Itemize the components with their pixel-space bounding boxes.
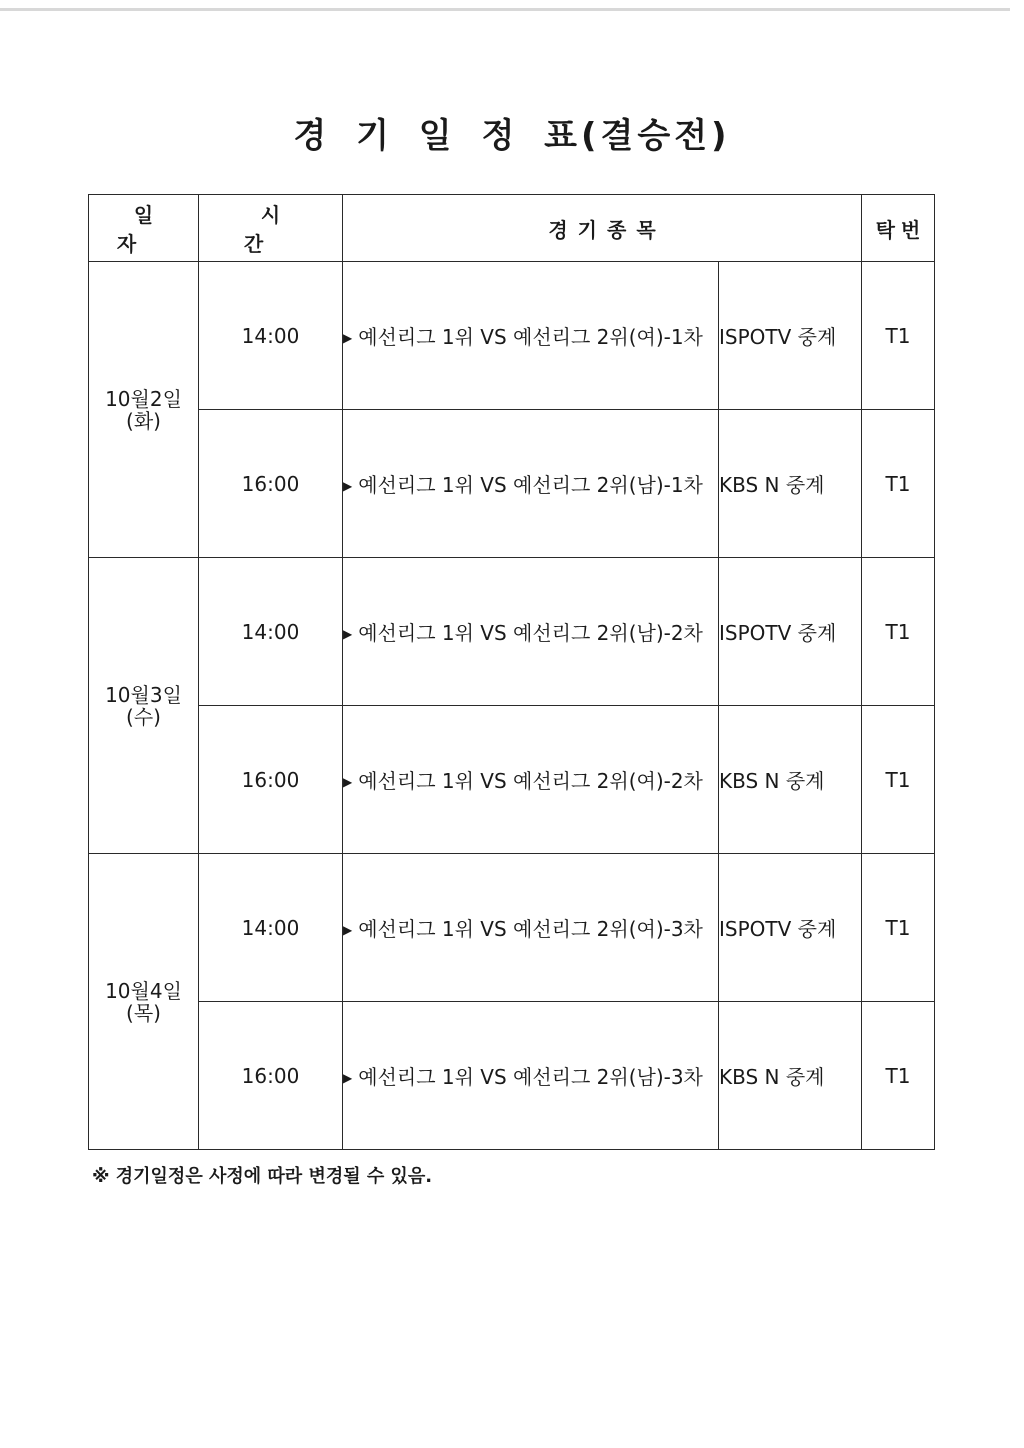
table-number-cell: T1 xyxy=(862,1002,935,1150)
date-label: 10월2일 xyxy=(105,386,182,411)
table-number-cell: T1 xyxy=(862,706,935,854)
event-cell xyxy=(343,706,719,854)
event-label: 예선리그 1위 VS 예선리그 2위(남)-2차 xyxy=(358,621,703,645)
event-cell xyxy=(343,410,719,558)
arrow-right-icon: ▶ xyxy=(343,1071,353,1085)
time-cell: 16:00 xyxy=(199,1002,343,1150)
table-number-cell: T1 xyxy=(862,410,935,558)
arrow-right-icon: ▶ xyxy=(343,479,353,493)
arrow-right-icon: ▶ xyxy=(343,331,353,345)
event-label: 예선리그 1위 VS 예선리그 2위(여)-1차 xyxy=(358,325,703,349)
table-number-cell: T1 xyxy=(862,854,935,1002)
event-label: 예선리그 1위 VS 예선리그 2위(남)-3차 xyxy=(358,1065,703,1089)
table-row xyxy=(89,854,935,1002)
event-cell xyxy=(343,262,719,410)
event-label: 예선리그 1위 VS 예선리그 2위(남)-1차 xyxy=(358,473,703,497)
table-row xyxy=(89,410,935,558)
arrow-right-icon: ▶ xyxy=(343,627,353,641)
broadcast-cell: KBS N 중계 xyxy=(719,410,862,558)
broadcast-cell: KBS N 중계 xyxy=(719,706,862,854)
broadcast-cell: ISPOTV 중계 xyxy=(719,854,862,1002)
time-cell: 16:00 xyxy=(199,410,343,558)
schedule-table xyxy=(88,194,935,1150)
date-label: 10월4일 xyxy=(105,978,182,1003)
event-label: 예선리그 1위 VS 예선리그 2위(여)-2차 xyxy=(358,769,703,793)
event-cell xyxy=(343,854,719,1002)
header-row xyxy=(89,195,935,262)
arrow-right-icon: ▶ xyxy=(343,775,353,789)
time-cell: 14:00 xyxy=(199,854,343,1002)
header-date: 일 자 xyxy=(89,195,199,262)
table-row xyxy=(89,1002,935,1150)
arrow-right-icon: ▶ xyxy=(343,923,353,937)
event-cell xyxy=(343,558,719,706)
date-cell xyxy=(89,854,199,1150)
event-label: 예선리그 1위 VS 예선리그 2위(여)-3차 xyxy=(358,917,703,941)
table-row xyxy=(89,262,935,410)
table-row xyxy=(89,558,935,706)
weekday-label: (수) xyxy=(126,704,161,729)
broadcast-cell: ISPOTV 중계 xyxy=(719,262,862,410)
table-row xyxy=(89,706,935,854)
broadcast-cell: ISPOTV 중계 xyxy=(719,558,862,706)
schedule-note: ※ 경기일정은 사정에 따라 변경될 수 있음. xyxy=(92,1166,433,1187)
date-cell xyxy=(89,558,199,854)
header-table: 탁번 xyxy=(862,195,935,262)
time-cell: 14:00 xyxy=(199,558,343,706)
table-number-cell: T1 xyxy=(862,262,935,410)
date-label: 10월3일 xyxy=(105,682,182,707)
date-cell xyxy=(89,262,199,558)
header-event: 경기종목 xyxy=(343,195,862,262)
header-time: 시 간 xyxy=(199,195,343,262)
event-cell xyxy=(343,1002,719,1150)
broadcast-cell: KBS N 중계 xyxy=(719,1002,862,1150)
table-number-cell: T1 xyxy=(862,558,935,706)
weekday-label: (목) xyxy=(126,1000,161,1025)
time-cell: 16:00 xyxy=(199,706,343,854)
time-cell: 14:00 xyxy=(199,262,343,410)
weekday-label: (화) xyxy=(126,408,161,433)
page-title: 경 기 일 정 표(결승전) xyxy=(293,116,731,156)
scan-edge xyxy=(0,8,1010,11)
